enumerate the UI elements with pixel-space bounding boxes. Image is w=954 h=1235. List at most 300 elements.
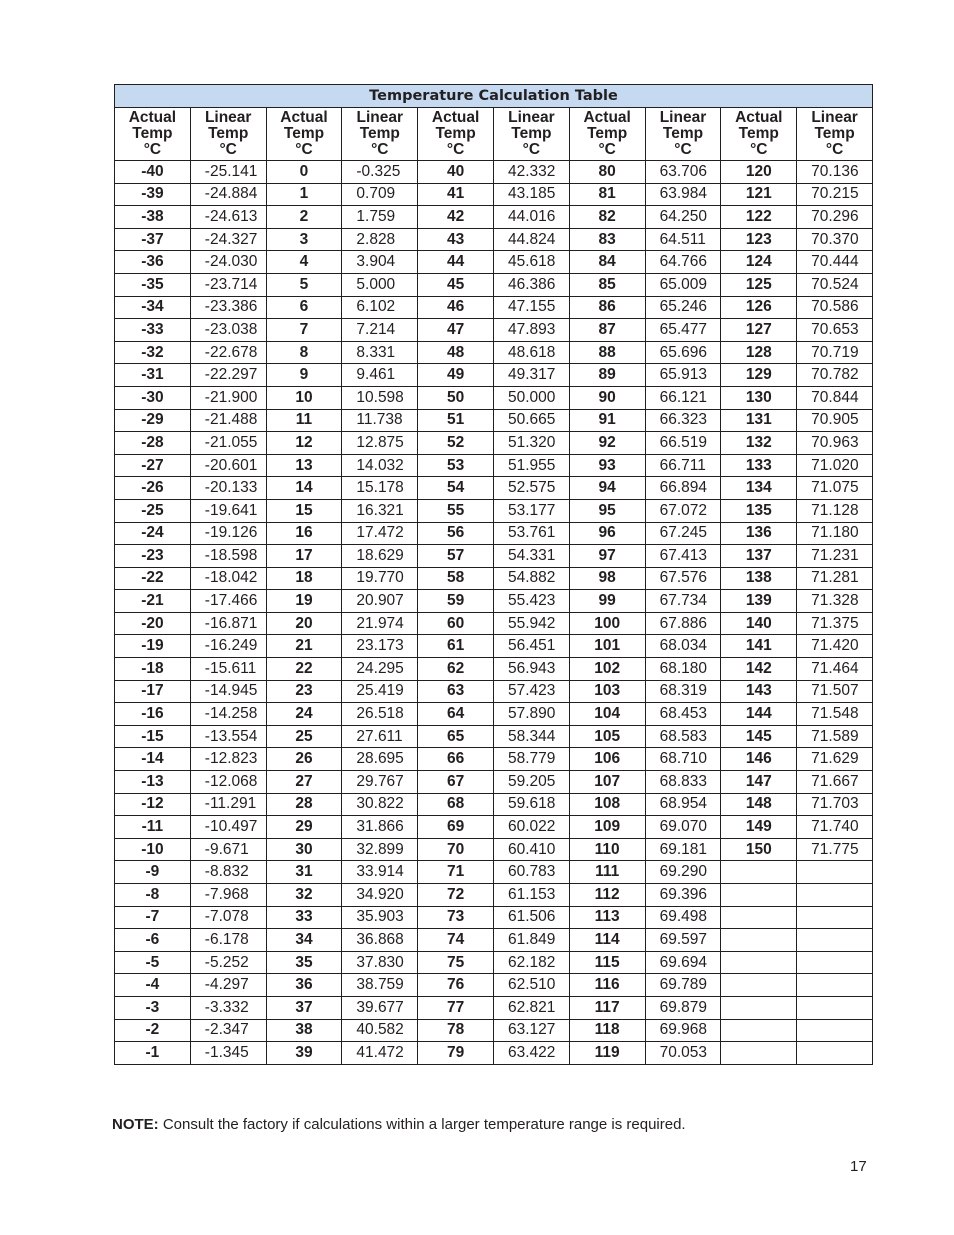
linear-temp-cell — [797, 906, 873, 929]
linear-temp-cell: -4.297 — [190, 974, 266, 997]
linear-temp-cell: 16.321 — [342, 499, 418, 522]
actual-temp-cell: 137 — [721, 545, 797, 568]
linear-temp-cell: 65.246 — [645, 296, 721, 319]
actual-temp-cell: 5 — [266, 273, 342, 296]
linear-temp-cell: 65.696 — [645, 341, 721, 364]
actual-temp-cell: 127 — [721, 319, 797, 342]
linear-temp-cell — [797, 974, 873, 997]
linear-temp-cell: 53.177 — [493, 499, 569, 522]
linear-temp-cell: 64.250 — [645, 206, 721, 229]
actual-temp-cell: 36 — [266, 974, 342, 997]
actual-temp-cell: -28 — [115, 432, 191, 455]
actual-temp-cell: 20 — [266, 612, 342, 635]
linear-temp-cell: -24.327 — [190, 228, 266, 251]
linear-temp-cell: 8.331 — [342, 341, 418, 364]
linear-temp-cell: 68.319 — [645, 680, 721, 703]
linear-temp-cell: 21.974 — [342, 612, 418, 635]
actual-temp-cell: 63 — [418, 680, 494, 703]
linear-temp-cell: 71.020 — [797, 454, 873, 477]
table-row — [115, 703, 873, 726]
footnote-label: NOTE: — [112, 1116, 159, 1133]
actual-temp-cell: 56 — [418, 522, 494, 545]
linear-temp-cell: 63.984 — [645, 183, 721, 206]
linear-temp-cell: 56.943 — [493, 658, 569, 681]
linear-temp-cell: 7.214 — [342, 319, 418, 342]
linear-temp-cell: 26.518 — [342, 703, 418, 726]
actual-temp-cell: 96 — [569, 522, 645, 545]
actual-temp-cell — [721, 974, 797, 997]
column-header: Linear Temp °C — [190, 108, 266, 161]
actual-temp-cell — [721, 861, 797, 884]
actual-temp-cell — [721, 1042, 797, 1065]
linear-temp-cell: -12.823 — [190, 748, 266, 771]
actual-temp-cell: 34 — [266, 929, 342, 952]
linear-temp-cell: 70.782 — [797, 364, 873, 387]
linear-temp-cell: 70.905 — [797, 409, 873, 432]
column-header: Actual Temp °C — [266, 108, 342, 161]
actual-temp-cell: 26 — [266, 748, 342, 771]
linear-temp-cell: 28.695 — [342, 748, 418, 771]
actual-temp-cell: 79 — [418, 1042, 494, 1065]
linear-temp-cell: 5.000 — [342, 273, 418, 296]
actual-temp-cell: 85 — [569, 273, 645, 296]
table-row — [115, 951, 873, 974]
linear-temp-cell: 63.422 — [493, 1042, 569, 1065]
linear-temp-cell: 63.706 — [645, 161, 721, 184]
table-row — [115, 228, 873, 251]
actual-temp-cell: 111 — [569, 861, 645, 884]
actual-temp-cell: 14 — [266, 477, 342, 500]
actual-temp-cell: 60 — [418, 612, 494, 635]
actual-temp-cell: 97 — [569, 545, 645, 568]
linear-temp-cell: 55.423 — [493, 590, 569, 613]
linear-temp-cell: 23.173 — [342, 635, 418, 658]
table-row — [115, 341, 873, 364]
actual-temp-cell: -26 — [115, 477, 191, 500]
table-row — [115, 161, 873, 184]
linear-temp-cell: 66.711 — [645, 454, 721, 477]
actual-temp-cell: -36 — [115, 251, 191, 274]
actual-temp-cell: 147 — [721, 771, 797, 794]
linear-temp-cell: 69.070 — [645, 816, 721, 839]
actual-temp-cell: -5 — [115, 951, 191, 974]
linear-temp-cell: -8.832 — [190, 861, 266, 884]
table-row — [115, 386, 873, 409]
actual-temp-cell: 18 — [266, 567, 342, 590]
linear-temp-cell: 71.589 — [797, 725, 873, 748]
actual-temp-cell: 38 — [266, 1019, 342, 1042]
linear-temp-cell: 71.075 — [797, 477, 873, 500]
actual-temp-cell: 6 — [266, 296, 342, 319]
table-row — [115, 838, 873, 861]
linear-temp-cell: -18.042 — [190, 567, 266, 590]
linear-temp-cell: 61.153 — [493, 884, 569, 907]
linear-temp-cell: 71.328 — [797, 590, 873, 613]
actual-temp-cell: 44 — [418, 251, 494, 274]
linear-temp-cell: -14.258 — [190, 703, 266, 726]
actual-temp-cell: 27 — [266, 771, 342, 794]
linear-temp-cell: 70.653 — [797, 319, 873, 342]
actual-temp-cell: 144 — [721, 703, 797, 726]
column-header: Linear Temp °C — [645, 108, 721, 161]
linear-temp-cell: 38.759 — [342, 974, 418, 997]
linear-temp-cell: -14.945 — [190, 680, 266, 703]
actual-temp-cell: 114 — [569, 929, 645, 952]
actual-temp-cell: 138 — [721, 567, 797, 590]
linear-temp-cell: 20.907 — [342, 590, 418, 613]
linear-temp-cell: -12.068 — [190, 771, 266, 794]
table-row — [115, 635, 873, 658]
actual-temp-cell: 89 — [569, 364, 645, 387]
actual-temp-cell: -6 — [115, 929, 191, 952]
actual-temp-cell: 117 — [569, 996, 645, 1019]
actual-temp-cell: 100 — [569, 612, 645, 635]
linear-temp-cell: 58.779 — [493, 748, 569, 771]
actual-temp-cell: 98 — [569, 567, 645, 590]
linear-temp-cell: 52.575 — [493, 477, 569, 500]
actual-temp-cell: -34 — [115, 296, 191, 319]
linear-temp-cell: -17.466 — [190, 590, 266, 613]
linear-temp-cell: -22.297 — [190, 364, 266, 387]
linear-temp-cell: 42.332 — [493, 161, 569, 184]
actual-temp-cell: 3 — [266, 228, 342, 251]
linear-temp-cell: 71.703 — [797, 793, 873, 816]
actual-temp-cell: 4 — [266, 251, 342, 274]
table-row — [115, 364, 873, 387]
actual-temp-cell: 87 — [569, 319, 645, 342]
actual-temp-cell: -27 — [115, 454, 191, 477]
linear-temp-cell — [797, 884, 873, 907]
linear-temp-cell: 51.320 — [493, 432, 569, 455]
actual-temp-cell: 10 — [266, 386, 342, 409]
actual-temp-cell: 7 — [266, 319, 342, 342]
actual-temp-cell: 64 — [418, 703, 494, 726]
linear-temp-cell: 68.034 — [645, 635, 721, 658]
linear-temp-cell: 37.830 — [342, 951, 418, 974]
linear-temp-cell: 62.182 — [493, 951, 569, 974]
actual-temp-cell: 31 — [266, 861, 342, 884]
actual-temp-cell: 54 — [418, 477, 494, 500]
linear-temp-cell: 47.155 — [493, 296, 569, 319]
actual-temp-cell: 47 — [418, 319, 494, 342]
linear-temp-cell: 66.519 — [645, 432, 721, 455]
actual-temp-cell: 130 — [721, 386, 797, 409]
linear-temp-cell: 59.205 — [493, 771, 569, 794]
linear-temp-cell — [797, 861, 873, 884]
linear-temp-cell: 68.583 — [645, 725, 721, 748]
actual-temp-cell: 116 — [569, 974, 645, 997]
actual-temp-cell: -1 — [115, 1042, 191, 1065]
actual-temp-cell: 113 — [569, 906, 645, 929]
actual-temp-cell: 67 — [418, 771, 494, 794]
linear-temp-cell: 71.507 — [797, 680, 873, 703]
linear-temp-cell: 67.413 — [645, 545, 721, 568]
table-row — [115, 658, 873, 681]
linear-temp-cell: 65.913 — [645, 364, 721, 387]
actual-temp-cell: 143 — [721, 680, 797, 703]
linear-temp-cell: 69.290 — [645, 861, 721, 884]
actual-temp-cell: 123 — [721, 228, 797, 251]
linear-temp-cell: 71.180 — [797, 522, 873, 545]
actual-temp-cell: 43 — [418, 228, 494, 251]
actual-temp-cell: 8 — [266, 341, 342, 364]
actual-temp-cell: 40 — [418, 161, 494, 184]
linear-temp-cell: 27.611 — [342, 725, 418, 748]
linear-temp-cell: 71.128 — [797, 499, 873, 522]
actual-temp-cell: 124 — [721, 251, 797, 274]
actual-temp-cell: -7 — [115, 906, 191, 929]
linear-temp-cell: 67.245 — [645, 522, 721, 545]
actual-temp-cell: 28 — [266, 793, 342, 816]
actual-temp-cell: 9 — [266, 364, 342, 387]
linear-temp-cell: 34.920 — [342, 884, 418, 907]
table-row — [115, 477, 873, 500]
actual-temp-cell: 71 — [418, 861, 494, 884]
actual-temp-cell — [721, 996, 797, 1019]
linear-temp-cell: -24.884 — [190, 183, 266, 206]
linear-temp-cell: 71.420 — [797, 635, 873, 658]
linear-temp-cell: 64.766 — [645, 251, 721, 274]
actual-temp-cell: 33 — [266, 906, 342, 929]
linear-temp-cell: -5.252 — [190, 951, 266, 974]
actual-temp-cell: 59 — [418, 590, 494, 613]
linear-temp-cell: 19.770 — [342, 567, 418, 590]
actual-temp-cell: 140 — [721, 612, 797, 635]
linear-temp-cell: 71.464 — [797, 658, 873, 681]
table-row — [115, 725, 873, 748]
actual-temp-cell: -21 — [115, 590, 191, 613]
linear-temp-cell: -22.678 — [190, 341, 266, 364]
actual-temp-cell: 41 — [418, 183, 494, 206]
actual-temp-cell: -31 — [115, 364, 191, 387]
linear-temp-cell: 47.893 — [493, 319, 569, 342]
linear-temp-cell — [797, 996, 873, 1019]
actual-temp-cell: 93 — [569, 454, 645, 477]
linear-temp-cell: 70.215 — [797, 183, 873, 206]
linear-temp-cell: 11.738 — [342, 409, 418, 432]
linear-temp-cell: -6.178 — [190, 929, 266, 952]
linear-temp-cell: 68.710 — [645, 748, 721, 771]
linear-temp-cell: 43.185 — [493, 183, 569, 206]
linear-temp-cell: 33.914 — [342, 861, 418, 884]
column-header: Actual Temp °C — [115, 108, 191, 161]
linear-temp-cell: 70.136 — [797, 161, 873, 184]
actual-temp-cell: 81 — [569, 183, 645, 206]
linear-temp-cell: 71.775 — [797, 838, 873, 861]
actual-temp-cell: 22 — [266, 658, 342, 681]
actual-temp-cell: 73 — [418, 906, 494, 929]
actual-temp-cell: -35 — [115, 273, 191, 296]
table-row — [115, 861, 873, 884]
actual-temp-cell: 122 — [721, 206, 797, 229]
linear-temp-cell: 10.598 — [342, 386, 418, 409]
actual-temp-cell: 23 — [266, 680, 342, 703]
linear-temp-cell: 61.506 — [493, 906, 569, 929]
actual-temp-cell — [721, 951, 797, 974]
actual-temp-cell: -25 — [115, 499, 191, 522]
linear-temp-cell: -21.900 — [190, 386, 266, 409]
actual-temp-cell: 78 — [418, 1019, 494, 1042]
linear-temp-cell: -23.714 — [190, 273, 266, 296]
footnote-text: Consult the factory if calculations within a larger temperature range is required. — [158, 1116, 686, 1133]
actual-temp-cell: 32 — [266, 884, 342, 907]
linear-temp-cell: 68.954 — [645, 793, 721, 816]
actual-temp-cell: 49 — [418, 364, 494, 387]
actual-temp-cell: 29 — [266, 816, 342, 839]
table-row — [115, 454, 873, 477]
actual-temp-cell: 55 — [418, 499, 494, 522]
actual-temp-cell: -23 — [115, 545, 191, 568]
linear-temp-cell: 6.102 — [342, 296, 418, 319]
linear-temp-cell: 51.955 — [493, 454, 569, 477]
temperature-calculation-table — [114, 84, 873, 1065]
actual-temp-cell: 142 — [721, 658, 797, 681]
linear-temp-cell: 9.461 — [342, 364, 418, 387]
linear-temp-cell: 50.000 — [493, 386, 569, 409]
linear-temp-cell: 60.783 — [493, 861, 569, 884]
linear-temp-cell: -7.078 — [190, 906, 266, 929]
table-row — [115, 816, 873, 839]
actual-temp-cell: -19 — [115, 635, 191, 658]
linear-temp-cell: 71.629 — [797, 748, 873, 771]
linear-temp-cell: 70.719 — [797, 341, 873, 364]
linear-temp-cell: -19.641 — [190, 499, 266, 522]
linear-temp-cell: 69.789 — [645, 974, 721, 997]
actual-temp-cell: 24 — [266, 703, 342, 726]
actual-temp-cell: 95 — [569, 499, 645, 522]
actual-temp-cell — [721, 1019, 797, 1042]
actual-temp-cell: 135 — [721, 499, 797, 522]
actual-temp-cell: 11 — [266, 409, 342, 432]
table-row — [115, 545, 873, 568]
actual-temp-cell: 70 — [418, 838, 494, 861]
actual-temp-cell: 94 — [569, 477, 645, 500]
actual-temp-cell: 132 — [721, 432, 797, 455]
linear-temp-cell: 69.968 — [645, 1019, 721, 1042]
actual-temp-cell: -32 — [115, 341, 191, 364]
actual-temp-cell: -17 — [115, 680, 191, 703]
actual-temp-cell: -4 — [115, 974, 191, 997]
actual-temp-cell: 76 — [418, 974, 494, 997]
table-row — [115, 183, 873, 206]
linear-temp-cell: 69.498 — [645, 906, 721, 929]
actual-temp-cell: 88 — [569, 341, 645, 364]
table-row — [115, 273, 873, 296]
linear-temp-cell: 71.281 — [797, 567, 873, 590]
linear-temp-cell: -19.126 — [190, 522, 266, 545]
linear-temp-cell: 48.618 — [493, 341, 569, 364]
table-row — [115, 906, 873, 929]
page-number: 17 — [850, 1158, 867, 1175]
table-row — [115, 612, 873, 635]
linear-temp-cell: 17.472 — [342, 522, 418, 545]
actual-temp-cell: -13 — [115, 771, 191, 794]
linear-temp-cell — [797, 1042, 873, 1065]
linear-temp-cell: 70.444 — [797, 251, 873, 274]
actual-temp-cell: -40 — [115, 161, 191, 184]
actual-temp-cell: 61 — [418, 635, 494, 658]
table-row — [115, 793, 873, 816]
actual-temp-cell: 65 — [418, 725, 494, 748]
actual-temp-cell: 12 — [266, 432, 342, 455]
linear-temp-cell: 71.548 — [797, 703, 873, 726]
actual-temp-cell: -11 — [115, 816, 191, 839]
linear-temp-cell: 64.511 — [645, 228, 721, 251]
table-row — [115, 432, 873, 455]
actual-temp-cell: 84 — [569, 251, 645, 274]
actual-temp-cell: 62 — [418, 658, 494, 681]
linear-temp-cell: 32.899 — [342, 838, 418, 861]
actual-temp-cell: 146 — [721, 748, 797, 771]
column-header: Linear Temp °C — [493, 108, 569, 161]
actual-temp-cell: -33 — [115, 319, 191, 342]
linear-temp-cell: 71.667 — [797, 771, 873, 794]
table-title: Temperature Calculation Table — [115, 85, 873, 108]
linear-temp-cell: -0.325 — [342, 161, 418, 184]
actual-temp-cell: 131 — [721, 409, 797, 432]
linear-temp-cell: 69.181 — [645, 838, 721, 861]
actual-temp-cell: 91 — [569, 409, 645, 432]
actual-temp-cell: -16 — [115, 703, 191, 726]
linear-temp-cell: 71.231 — [797, 545, 873, 568]
actual-temp-cell: 102 — [569, 658, 645, 681]
linear-temp-cell: 50.665 — [493, 409, 569, 432]
linear-temp-cell: -15.611 — [190, 658, 266, 681]
table-row — [115, 771, 873, 794]
linear-temp-cell: 67.072 — [645, 499, 721, 522]
actual-temp-cell: 115 — [569, 951, 645, 974]
actual-temp-cell: 58 — [418, 567, 494, 590]
footnote — [112, 1116, 686, 1133]
linear-temp-cell: 54.331 — [493, 545, 569, 568]
linear-temp-cell: -11.291 — [190, 793, 266, 816]
actual-temp-cell: 74 — [418, 929, 494, 952]
linear-temp-cell: -16.871 — [190, 612, 266, 635]
table-row — [115, 206, 873, 229]
linear-temp-cell: -16.249 — [190, 635, 266, 658]
table-row — [115, 996, 873, 1019]
linear-temp-cell: 57.890 — [493, 703, 569, 726]
actual-temp-cell: 25 — [266, 725, 342, 748]
actual-temp-cell: -18 — [115, 658, 191, 681]
actual-temp-cell: 141 — [721, 635, 797, 658]
linear-temp-cell: 70.524 — [797, 273, 873, 296]
table-header-row — [115, 108, 873, 161]
column-header: Linear Temp °C — [797, 108, 873, 161]
actual-temp-cell: 80 — [569, 161, 645, 184]
linear-temp-cell: 67.886 — [645, 612, 721, 635]
linear-temp-cell: 67.734 — [645, 590, 721, 613]
linear-temp-cell: 39.677 — [342, 996, 418, 1019]
linear-temp-cell: 63.127 — [493, 1019, 569, 1042]
actual-temp-cell: 148 — [721, 793, 797, 816]
linear-temp-cell: 68.453 — [645, 703, 721, 726]
linear-temp-cell: -20.133 — [190, 477, 266, 500]
actual-temp-cell: 21 — [266, 635, 342, 658]
actual-temp-cell: 1 — [266, 183, 342, 206]
linear-temp-cell: 65.009 — [645, 273, 721, 296]
actual-temp-cell: 50 — [418, 386, 494, 409]
actual-temp-cell: -10 — [115, 838, 191, 861]
actual-temp-cell: -38 — [115, 206, 191, 229]
linear-temp-cell: 3.904 — [342, 251, 418, 274]
linear-temp-cell: 44.824 — [493, 228, 569, 251]
linear-temp-cell: 71.375 — [797, 612, 873, 635]
actual-temp-cell: -2 — [115, 1019, 191, 1042]
table-row — [115, 319, 873, 342]
actual-temp-cell: 42 — [418, 206, 494, 229]
actual-temp-cell: 139 — [721, 590, 797, 613]
